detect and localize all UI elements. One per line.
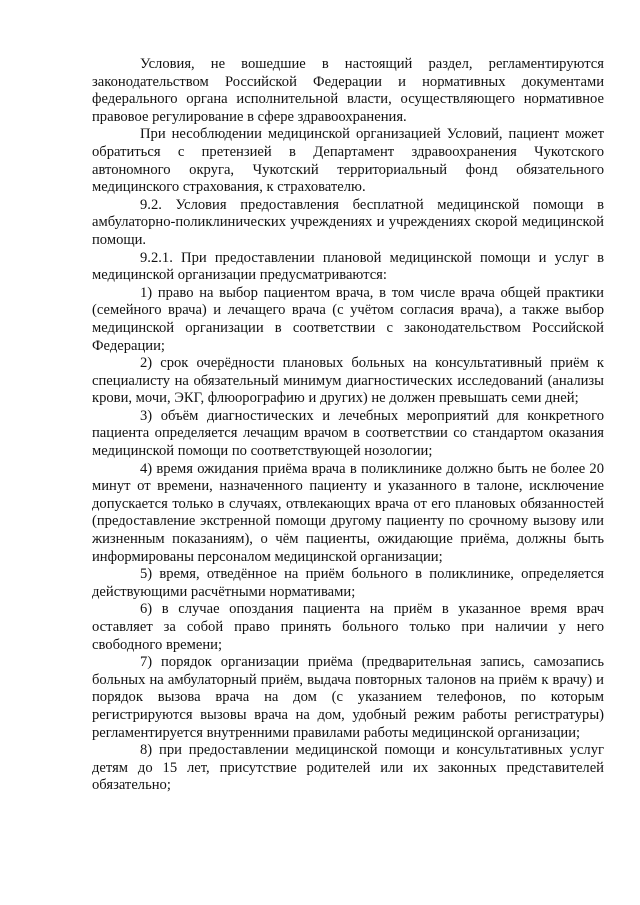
document-body [92,56,604,795]
paragraph-section-9-2-1: 9.2.1. При предоставлении плановой медицинской помощи и услуг в медицинской организации предусматриваются: [92,249,604,284]
list-item-6: 6) в случае опоздания пациента на приём в указанное время врач оставляет за собой право принять больного только при наличии у него свободного времени; [92,601,604,653]
list-item-2: 2) срок очерёдности плановых больных на консультативный приём к специалисту на обязательный минимум диагностических исследований (анализы крови, мочи, ЭКГ, флюорографию и других) не должен превышать семи дней; [92,355,604,407]
list-item-5: 5) время, отведённое на приём больного в поликлинике, определяется действующими расчётными нормативами; [92,566,604,600]
list-item-8: 8) при предоставлении медицинской помощи и консультативных услуг детям до 15 лет, присутствие родителей или их законных представителей обязательно; [92,742,604,794]
list-item-4: 4) время ожидания приёма врача в поликлинике должно быть не более 20 минут от времени, назначенного пациенту и указанного в талоне, исключение допускается только в случаях, отвлекающих врача от его плановых обязанностей (предоставление экстренной помощи другому пациенту по срочному вызову или жизненным показаниям), о чём пациенты, ожидающие приёма, должны быть информированы персоналом медицинской организации; [92,460,604,565]
list-item-7: 7) порядок организации приёма (предварительная запись, самозапись больных на амбулаторный приём, выдача повторных талонов на приём к врачу) и порядок вызова врача на дом (с указанием телефонов, по которым регистрируются вызовы врача на дом, удобный режим работы регистратуры) регламентируется внутренними правилами работы медицинской организации; [92,654,604,741]
list-item-1: 1) право на выбор пациентом врача, в том числе врача общей практики (семейного врача) и лечащего врача (с учётом согласия врача), а также выбор медицинской организации в соответствии с законодательством Российской Федерации; [92,284,604,354]
paragraph-section-9-2: 9.2. Условия предоставления бесплатной медицинской помощи в амбулаторно-поликлинических учреждениях и учреждениях скорой медицинской помощи. [92,196,604,248]
paragraph-complaint: При несоблюдении медицинской организацией Условий, пациент может обратиться с претензией в Департамент здравоохранения Чукотского автономного округа, Чукотский территориальный фонд обязательного медицинского страхования, к страхователю. [92,126,604,196]
list-item-3: 3) объём диагностических и лечебных мероприятий для конкретного пациента определяется лечащим врачом в соответствии со стандартом оказания медицинской помощи по соответствующей нозологии; [92,407,604,460]
paragraph-conditions-not-included: Условия, не вошедшие в настоящий раздел, регламентируются законодательством Российской Федерации и нормативных документами федерального органа исполнительной власти, осуществляющего нормативное правовое регулирование в сфере здравоохранения. [92,56,604,125]
